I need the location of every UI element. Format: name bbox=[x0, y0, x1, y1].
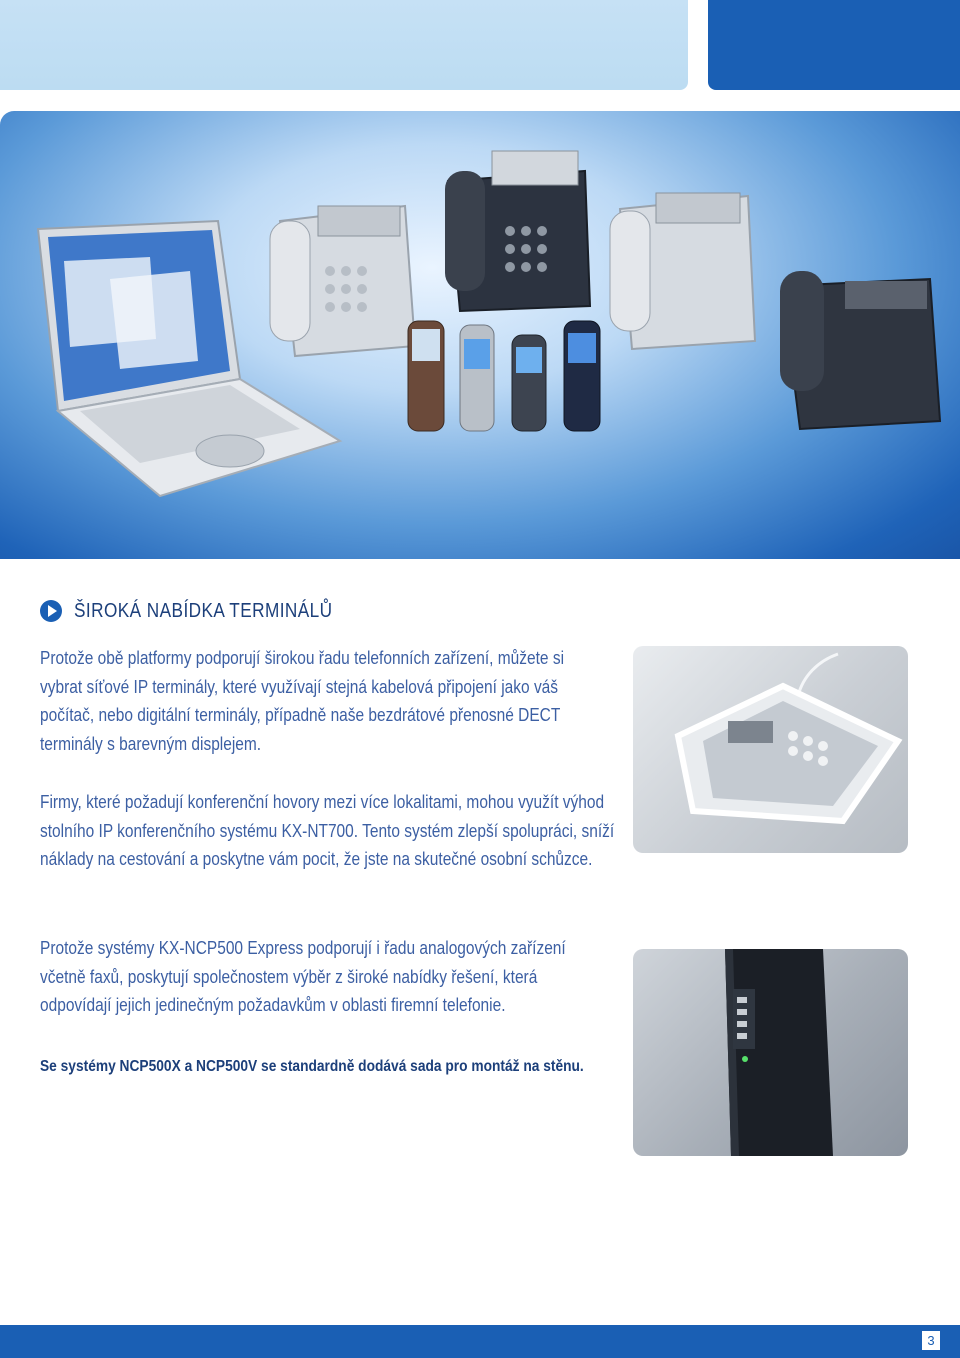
digital-phone-right bbox=[780, 271, 940, 429]
server-unit-illustration bbox=[633, 949, 908, 1156]
dect-handsets bbox=[408, 321, 600, 431]
footer-bar bbox=[0, 1325, 960, 1358]
top-left-color-band bbox=[0, 0, 688, 90]
top-right-color-band bbox=[708, 0, 960, 90]
conference-phone-illustration bbox=[633, 646, 908, 853]
section-heading bbox=[40, 598, 375, 624]
conference-phone-photo bbox=[633, 646, 908, 853]
page-number: 3 bbox=[922, 1331, 940, 1350]
ip-phone-right bbox=[610, 193, 755, 349]
section-title: ŠIROKÁ NABÍDKA TERMINÁLŮ bbox=[74, 599, 333, 622]
ip-phone-left bbox=[270, 206, 415, 356]
server-unit-photo bbox=[633, 949, 908, 1156]
digital-phone-center bbox=[445, 151, 590, 311]
wall-mount-note: Se systémy NCP500X a NCP500V se standardně dodává sada pro montáž na stěnu. bbox=[40, 1058, 584, 1075]
paragraph-analog: Protože systémy KX-NCP500 Express podporují i řadu analogových zařízení včetně faxů, poskytují společnostem výběr z široké nabídky řešení, která odpovídají jejich jedinečným požadavkům v oblasti firemní telefonie. bbox=[40, 938, 566, 1015]
hero-photo bbox=[0, 111, 960, 559]
hero-illustration bbox=[0, 111, 960, 559]
paragraph-conference: Firmy, které požadují konferenční hovory mezi více lokalitami, mohou využít výhod stolního IP konferenčního systému KX-NT700. Tento systém zlepší spolupráci, sníží náklady na cestování a poskytne vám pocit, že jste na skutečné osobní schůzce. bbox=[40, 792, 615, 869]
play-arrow-icon bbox=[40, 600, 62, 622]
paragraph-terminals: Protože obě platformy podporují širokou řadu telefonních zařízení, můžete si vybrat síťové IP terminály, které využívají stejná kabelová připojení jako váš počítač, nebo digitální terminály, případně naše bezdrátové přenosné DECT terminály s barevným displejem. bbox=[40, 648, 565, 754]
